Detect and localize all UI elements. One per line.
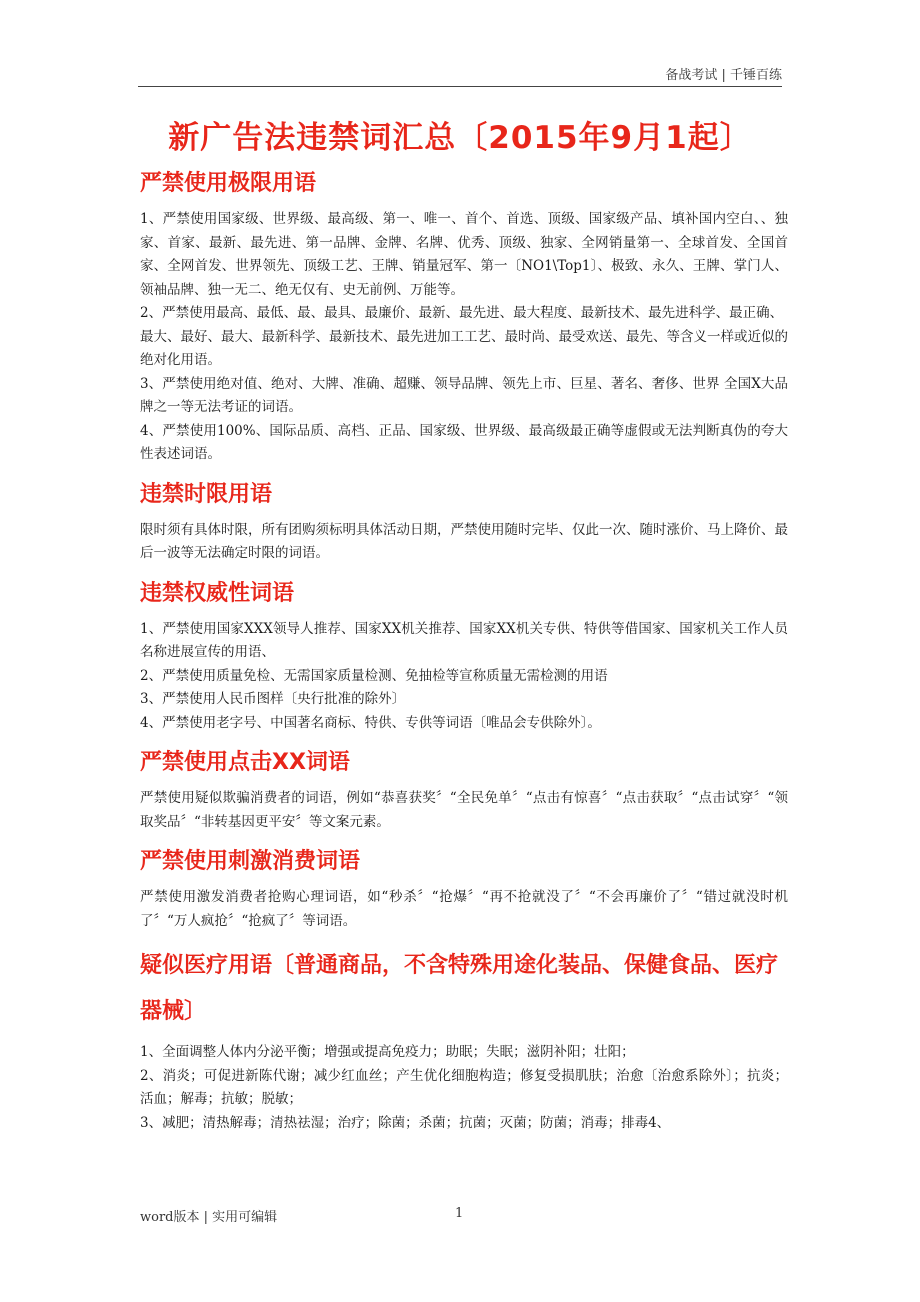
paragraph: 3、严禁使用人民币图样〔央行批准的除外〕 <box>140 691 406 707</box>
paragraph: 1、严禁使用国家级、世界级、最高级、第一、唯一、首个、首选、顶级、国家级产品、填补国内空白、、独家、首家、最新、最先进、第一品牌、金牌、名牌、优秀、顶级、独家、全网销量第一、全球首发、全国首家、全网首发、世界领先、顶级工艺、王牌、销量冠军、第一〔NO1\Top1〕、极致、永久、王牌、掌门人、领袖品牌、独一无二、绝无仅有、史无前例、万能等。 <box>140 211 788 298</box>
document-body <box>140 166 788 1145</box>
page-header: 备战考试 | 千锤百练 <box>665 68 782 83</box>
paragraph: 4、严禁使用100%、国际品质、高档、正品、国家级、世界级、最高级最正确等虚假或无法判断真伪的夸大性表述词语。 <box>140 422 788 462</box>
paragraph: 限时须有具体时限，所有团购须标明具体活动日期，严禁使用随时完毕、仅此一次、随时涨价、马上降价、最后一波等无法确定时限的词语。 <box>140 521 788 561</box>
section-medical-terms <box>140 943 788 1135</box>
header-divider <box>138 86 782 87</box>
paragraph: 1、严禁使用国家XXX领导人推荐、国家XX机关推荐、国家XX机关专供、特供等借国家、国家机关工作人员名称进展宣传的用语、 <box>140 620 788 660</box>
paragraph: 2、严禁使用最高、最低、最、最具、最廉价、最新、最先进、最大程度、最新技术、最先进科学、最正确、 <box>140 305 784 321</box>
paragraph: 2、严禁使用质量免检、无需国家质量检测、免抽检等宣称质量无需检测的用语 <box>140 667 608 684</box>
section-click-terms <box>140 745 788 834</box>
paragraph: 严禁使用激发消费者抢购心理词语，如“秒杀〞“抢爆〞“再不抢就没了〞“不会再廉价了〞“错过就没时机了〞“万人疯抢〞“抢疯了〞等词语。 <box>140 889 788 929</box>
document-title: 新广告法违禁词汇总〔2015年9月1起〕 <box>168 120 752 156</box>
section-time-limit-terms <box>140 477 788 566</box>
paragraph: 2、消炎；可促进新陈代谢；减少红血丝；产生优化细胞构造；修复受损肌肤；治愈〔治愈系除外〕；抗炎；活血；解毒；抗敏；脱敏； <box>140 1067 788 1107</box>
paragraph: 最大、最好、最大、最新科学、最新技术、最先进加工工艺、最时尚、最受欢送、最先、等含义一样或近似的绝对化用语。 <box>140 328 788 368</box>
section-stimulate-consumption-terms <box>140 844 788 933</box>
section-heading: 疑似医疗用语〔普通商品，不含特殊用途化装品、保健食品、医疗器械〕 <box>140 953 779 1024</box>
paragraph: 4、严禁使用老字号、中国著名商标、特供、专供等词语〔唯品会专供除外〕。 <box>140 714 601 731</box>
section-heading: 违禁时限用语 <box>140 481 273 507</box>
section-authority-terms <box>140 576 788 736</box>
section-heading: 严禁使用极限用语 <box>140 171 317 196</box>
section-extreme-terms <box>140 166 788 467</box>
section-heading: 严禁使用刺激消费词语 <box>140 849 361 874</box>
page-number: 1 <box>455 1206 464 1221</box>
paragraph: 3、严禁使用绝对值、绝对、大牌、准确、超赚、领导品牌、领先上市、巨星、著名、奢侈、世界 全国X大品牌之一等无法考证的词语。 <box>140 375 788 415</box>
paragraph: 3、减肥；清热解毒；清热祛湿；治疗；除菌；杀菌；抗菌；灭菌；防菌；消毒；排毒4、 <box>140 1114 671 1131</box>
section-heading: 严禁使用点击XX词语 <box>140 750 350 775</box>
paragraph: 严禁使用疑似欺骗消费者的词语，例如“恭喜获奖〞“全民免单〞“点击有惊喜〞“点击获取〞“点击试穿〞“领取奖品〞“非转基因更平安〞等文案元素。 <box>140 790 788 830</box>
page-footer: word版本 | 实用可编辑 <box>140 1210 278 1225</box>
section-heading: 违禁权威性词语 <box>140 580 295 606</box>
paragraph: 1、全面调整人体内分泌平衡；增强或提高免疫力；助眠；失眠；滋阴补阳；壮阳； <box>140 1044 635 1060</box>
